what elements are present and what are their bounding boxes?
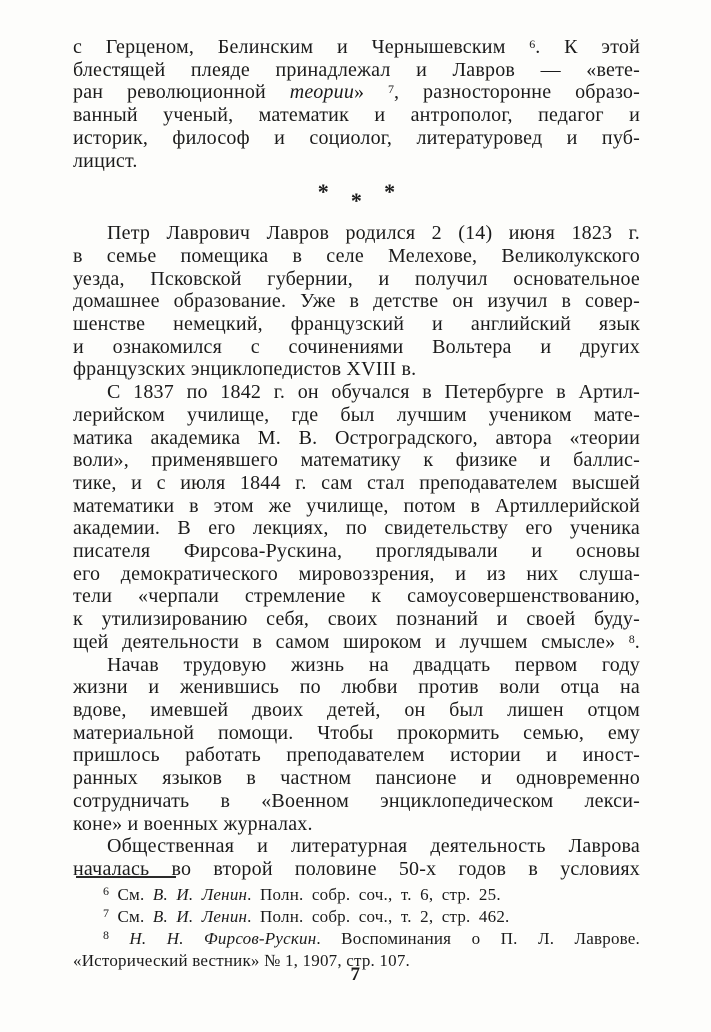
text-block [73, 36, 640, 881]
text-line: вдове, имевшей двоих детей, он был лишен отцом [73, 698, 640, 721]
footnote-7: $^7$ См. В. И. Ленин. Полн. собр. соч., т. 2, стр. 462. [103, 906, 510, 926]
asterisk-icon: * [384, 179, 396, 205]
section-separator [73, 179, 640, 214]
page-number: 7 [350, 964, 361, 985]
text-line: Начав трудовую жизнь на двадцать первом году [107, 653, 640, 676]
text-line: шенстве немецкий, французский и английский язык [73, 313, 640, 336]
text-line: и ознакомился с сочинениями Вольтера и других [73, 335, 640, 358]
text-line: лерийском училище, где был лучшим учеником мате- [73, 403, 640, 426]
paragraph-birth [73, 222, 640, 381]
footnote-separator-rule [76, 876, 176, 878]
text-line: тели «черпали стремление к самоусовершенствованию, [73, 585, 640, 608]
text-line: домашнее образование. Уже в детстве он изучил в совер- [73, 290, 640, 313]
paragraph-family [73, 654, 640, 836]
text-line: Петр Лаврович Лавров родился 2 (14) июня 1823 г. [107, 222, 640, 245]
text-line: к утилизированию себя, своих познаний и своей буду- [73, 608, 640, 631]
text-line: началась во второй половине 50-х годов в условиях [73, 857, 640, 880]
text-line: ранных языков в частном пансионе и одновременно [73, 767, 640, 790]
text-line: С 1837 по 1842 г. он обучался в Петербурге в Артил- [107, 381, 640, 404]
text-line: сотрудничать в «Военном энциклопедическом лекси- [73, 789, 640, 812]
text-line: жизни и женившись по любви против воли отца на [73, 676, 640, 699]
text-line: материальной помощи. Чтобы прокормить семью, ему [73, 721, 640, 744]
asterisk-icon: * [350, 188, 363, 214]
text-line: в семье помещика в селе Мелехове, Великолукского [73, 244, 640, 267]
text-line: уезда, Псковской губернии, и получил основательное [73, 267, 640, 290]
text-line: блестящей плеяде принадлежал и Лавров — «вете- [73, 58, 640, 81]
text-line: лицист. [73, 149, 138, 172]
text-line: его демократического мировоззрения, и из них слуша- [73, 562, 640, 585]
text-line: коне» и военных журналах. [73, 812, 313, 835]
footnotes-block [73, 876, 640, 972]
text-line: тике, и с июля 1844 г. сам стал преподавателем высшей [73, 471, 640, 494]
text-line: щей деятельности в самом широком и лучшем смысле» $^8$. [73, 630, 640, 653]
text-line: французских энциклопедистов XVIII в. [73, 358, 417, 381]
text-line: ран революционной теории» $^7$, разносторонне образо- [73, 81, 640, 104]
paragraph-intro [73, 36, 640, 172]
paragraph-education [73, 381, 640, 653]
text-line: ванный ученый, математик и антрополог, педагог и [73, 104, 640, 127]
text-line: воли», применявшего математику к физике и баллис- [73, 449, 640, 472]
footnote-8: $^8$ Н. Н. Фирсов-Рускин. Воспоминания о П. Л. Лаврове. [103, 928, 640, 948]
text-line: математики в этом же училище, потом в Артиллерийской [73, 494, 640, 517]
text-line: Общественная и литературная деятельность Лаврова [107, 835, 640, 858]
paragraph-public-activity [73, 835, 640, 880]
asterisk-icon: * [317, 179, 329, 205]
text-line: академии. В его лекциях, по свидетельству его ученика [73, 517, 640, 540]
footnote-6: $^6$ См. В. И. Ленин. Полн. собр. соч., т. 6, стр. 25. [103, 884, 501, 904]
text-line: писателя Фирсова-Рускина, проглядывали и основы [73, 540, 640, 563]
text-line: матика академика М. В. Остроградского, автора «теории [73, 426, 640, 449]
text-line: с Герценом, Белинским и Чернышевским $^6$. К этой [73, 36, 640, 58]
footnote-8-continuation: «Исторический вестник» № 1, 1907, стр. 107. [73, 951, 410, 970]
text-line: историк, философ и социолог, литературовед и пуб- [73, 126, 640, 149]
text-line: пришлось работать преподавателем истории и иност- [73, 744, 640, 767]
